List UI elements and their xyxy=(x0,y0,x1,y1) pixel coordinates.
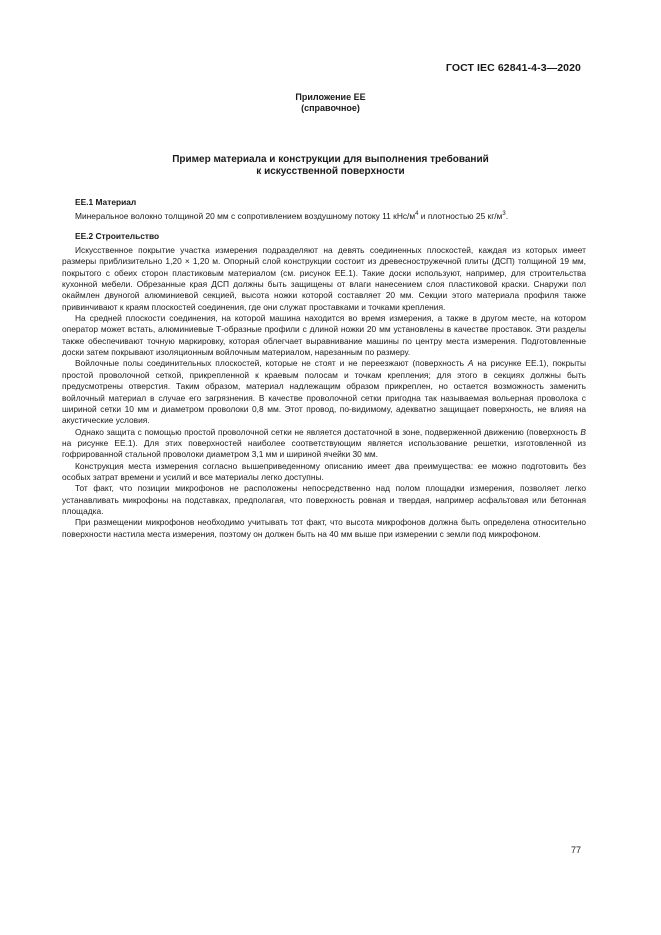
material-text-part-2: и плотностью 25 кг/м xyxy=(418,211,503,222)
page-number: 77 xyxy=(570,845,581,855)
construction-paragraph-4 xyxy=(62,427,586,461)
construction-paragraph-7: При размещении микрофонов необходимо учитывать тот факт, что высота микрофонов должна быть определена относительно поверхности настила места измерения, поэтому он должен быть на 40 мм выше при измерении с земли под микрофоном. xyxy=(62,517,586,539)
standard-code-header: ГОСТ IEC 62841-4-3—2020 xyxy=(445,62,581,74)
annex-heading xyxy=(0,92,661,114)
annex-subtitle: (справочное) xyxy=(301,103,360,113)
paragraph-4-part-2: на рисунке ЕЕ.1). Для этих поверхностей наиболее соответствующим является использование решетки, изготовленной из гофрированной стальной проволоки диаметром 3,1 мм и шириной ячейки 30 мм. xyxy=(62,437,586,460)
surface-a-label: А xyxy=(467,358,474,369)
section-heading-material: ЕЕ.1 Материал xyxy=(75,197,137,207)
paragraph-3-part-1: Войлочные полы соединительных плоскостей, которые не стоят и не переезжают (поверхность xyxy=(75,358,468,369)
construction-paragraph-3 xyxy=(62,358,586,426)
surface-b-label: В xyxy=(580,426,586,437)
material-text-part-1: Минеральное волокно толщиной 20 мм с сопротивлением воздушному потоку 11 кНс/м xyxy=(75,211,416,222)
section-material-paragraph xyxy=(62,211,586,222)
construction-paragraph-2: На средней плоскости соединения, на которой машина находится во время измерения, а также в другом месте, на котором оператор может встать, алюминиевые Т-образные профили с длиной ножки 20 мм установлены в качестве проставок. Эти разделы также обеспечивают точную маркировку, которая облегчает выравнивание машины по центру места измерения. Подготовленные доски затем покрывают изоляционным войлочным материалом, нарезанным по размеру. xyxy=(62,313,586,358)
material-text-end: . xyxy=(505,211,509,222)
document-title xyxy=(0,154,661,178)
construction-paragraph-6: Тот факт, что позиции микрофонов не расположены непосредственно над полом площадки измерения, позволяет легко устанавливать микрофоны на подставках, предполагая, что поверхность ровная и твердая, например асфальтовая или бетонная площадка. xyxy=(62,483,586,516)
section-heading-construction: ЕЕ.2 Строительство xyxy=(75,230,160,241)
construction-paragraph-5: Конструкция места измерения согласно вышеприведенному описанию имеет два преимущества: ее можно подготовить без особых затрат времени и усилий и все материалы легко доступны. xyxy=(62,460,586,482)
material-superscript-2: 3 xyxy=(502,211,506,218)
construction-paragraph-1: Искусственное покрытие участка измерения подразделяют на девять соединенных плоскостей, каждая из которых имеет размеры приблизительно 1,20 × 1,20 м. Опорный слой конструкции состоит из древесностружечной плиты (ДСП) толщиной 19 мм, покрытого с обеих сторон пластиковым материалом (см. рисунок ЕЕ.1). Такие доски используют, например, для строительства кухонной мебели. Обрезанные края ДСП должны быть защищены от влаги нанесением слоя пластиковой краски. Снаружи пол окаймлен двуногой алюминиевой секцией, высота ножки которой составляет 20 мм. Секции этого материала профиля также привинчивают к краям плоскостей соединения, где они служат проставками и точками крепления. xyxy=(62,245,586,312)
document-title-line-1: Пример материала и конструкции для выполнения требований xyxy=(172,154,489,165)
body-text xyxy=(62,197,586,540)
document-title-line-2: к искусственной поверхности xyxy=(256,166,405,177)
annex-title: Приложение ЕЕ xyxy=(295,92,366,102)
material-superscript-1: 4 xyxy=(415,211,419,218)
paragraph-3-part-2: на рисунке ЕЕ.1), покрыты простой проволочной сеткой, прикрепленной к краевым полосам и точкам крепления; для этого в секциях должны быть предусмотрены отверстия. Таким образом, материал надлежащим образом прикреплен, но остается возможность заменить войлочный материал в случае его загрязнения. В качестве проволочной сетки пригодна так называемая вольерная проволока с шириной сетки 10 мм и диаметром проволоки 0,8 мм. Этот провод, по-видимому, адекватно защищает поверхность, не влияя на акустические условия. xyxy=(62,358,586,426)
paragraph-4-part-1: Однако защита с помощью простой проволочной сетки не является достаточной в зоне, подверженной движению (поверхность xyxy=(75,426,581,437)
